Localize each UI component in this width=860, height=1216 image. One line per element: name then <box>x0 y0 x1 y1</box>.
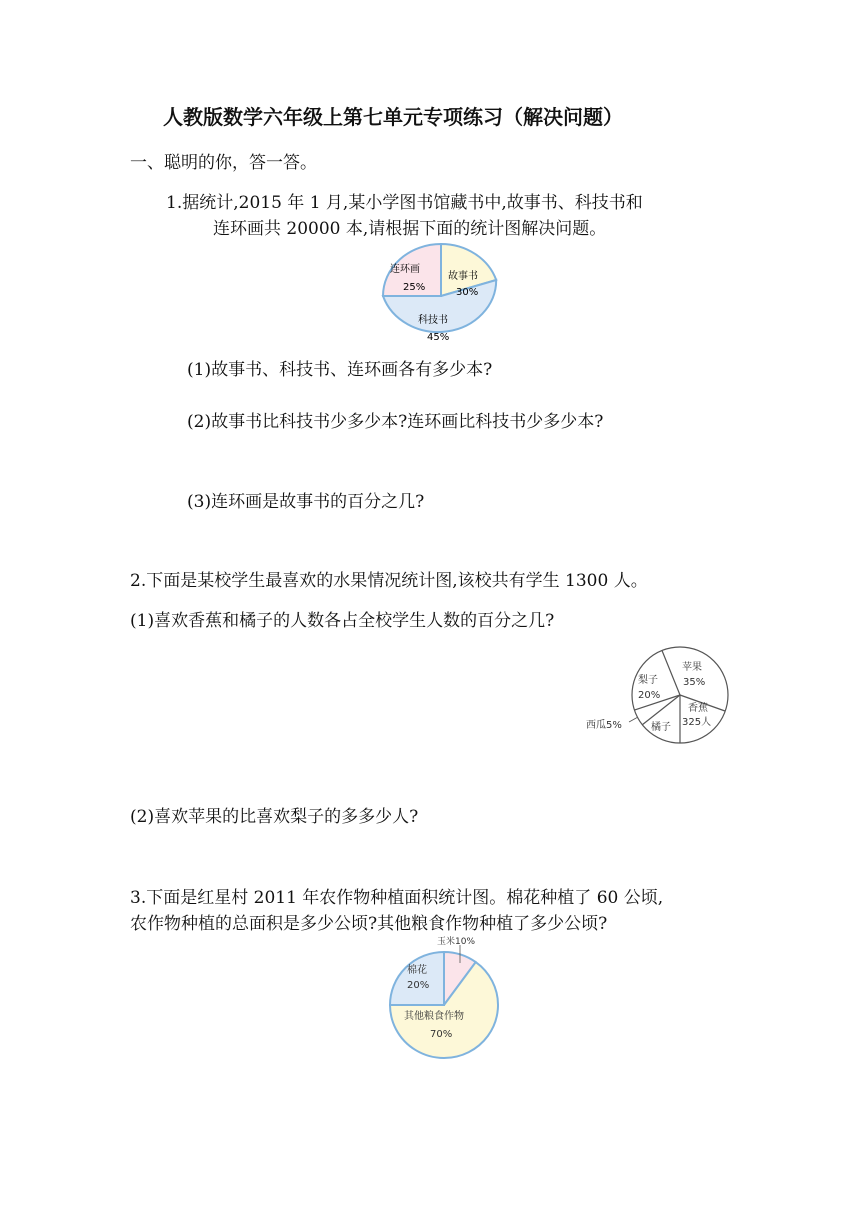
crop-value-other: 70% <box>430 1029 453 1040</box>
page-title: 人教版数学六年级上第七单元专项练习（解决问题） <box>163 105 623 129</box>
crop-label-other: 其他粮食作物 <box>404 1011 464 1022</box>
books-label-comics: 连环画 <box>390 264 420 275</box>
fruit-label-orange: 橘子 <box>651 722 671 733</box>
fruit-value-watermelon: 5% <box>606 720 622 731</box>
books-label-tech: 科技书 <box>418 315 448 326</box>
books-label-story: 故事书 <box>448 271 478 282</box>
q1-sub2: (2)故事书比科技书少多少本?连环画比科技书少多少本? <box>187 412 604 432</box>
fruit-label-banana: 香蕉 <box>688 703 708 714</box>
books-value-tech: 45% <box>427 332 450 343</box>
fruit-value-pear: 20% <box>638 690 661 701</box>
crop-pie-chart <box>385 933 505 1058</box>
fruit-label-watermelon-name: 西瓜 <box>586 720 606 731</box>
q1-text-line2: 连环画共 20000 本,请根据下面的统计图解决问题。 <box>213 219 607 239</box>
crop-label-cotton: 棉花 <box>407 965 427 976</box>
fruit-label-watermelon <box>586 718 622 731</box>
crop-label-corn-name: 玉米 <box>437 937 456 947</box>
q1-sub3: (3)连环画是故事书的百分之几? <box>187 492 425 512</box>
books-value-story: 30% <box>456 287 479 298</box>
fruit-leader-line <box>629 717 638 722</box>
fruit-pie-chart <box>585 645 735 750</box>
crop-value-corn: 10% <box>455 937 476 947</box>
crop-label-corn <box>437 935 475 947</box>
q2-text-line1: 2.下面是某校学生最喜欢的水果情况统计图,该校共有学生 1300 人。 <box>130 571 648 591</box>
q2-sub2: (2)喜欢苹果的比喜欢梨子的多多少人? <box>130 807 419 827</box>
q2-sub1: (1)喜欢香蕉和橘子的人数各占全校学生人数的百分之几? <box>130 611 555 631</box>
fruit-value-banana: 325人 <box>682 717 712 728</box>
books-value-comics: 25% <box>403 282 426 293</box>
crop-value-cotton: 20% <box>407 980 430 991</box>
books-pie-chart <box>382 243 502 348</box>
crop-slice-cotton <box>390 952 444 1005</box>
q3-text-line1: 3.下面是红星村 2011 年农作物种植面积统计图。棉花种植了 60 公顷, <box>130 888 664 908</box>
q3-text-line2: 农作物种植的总面积是多少公顷?其他粮食作物种植了多少公顷? <box>130 914 608 934</box>
q1-text-line1: 1.据统计,2015 年 1 月,某小学图书馆藏书中,故事书、科技书和 <box>166 193 643 213</box>
fruit-label-pear: 梨子 <box>638 675 658 686</box>
fruit-value-apple: 35% <box>683 677 706 688</box>
fruit-label-apple: 苹果 <box>682 662 702 673</box>
section-heading: 一、聪明的你，答一答。 <box>130 153 317 173</box>
q1-sub1: (1)故事书、科技书、连环画各有多少本? <box>187 360 493 380</box>
